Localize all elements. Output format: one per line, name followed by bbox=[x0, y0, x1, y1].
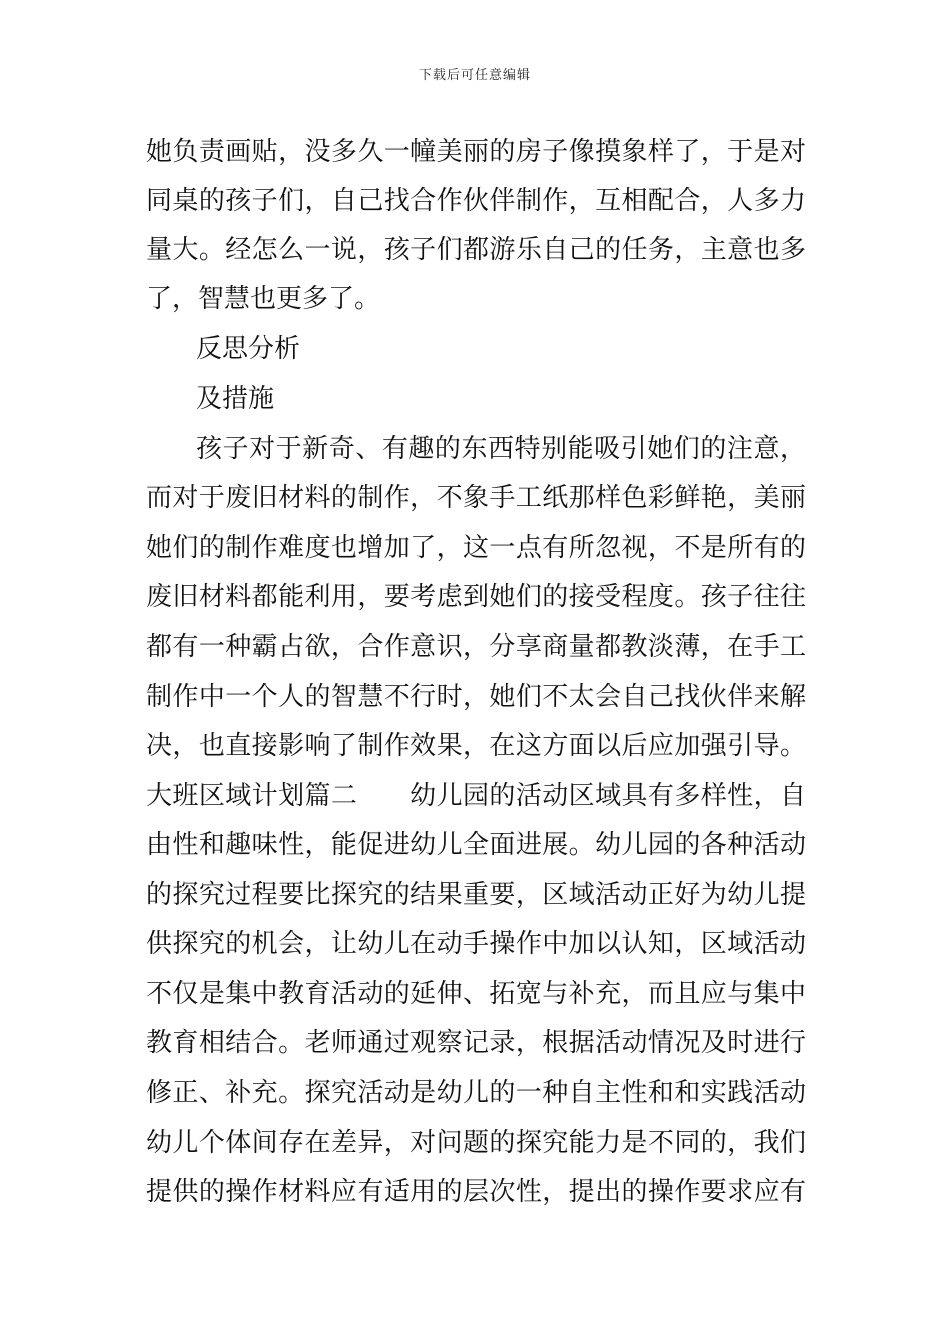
text-line: 不仅是集中教育活动的延伸、拓宽与补充，而且应与集中 bbox=[146, 979, 806, 1009]
text-line: 她负责画贴，没多久一幢美丽的房子像摸象样了，于是对 bbox=[146, 137, 806, 167]
text-line: 供探究的机会，让幼儿在动手操作中加以认知，区域活动 bbox=[146, 929, 806, 959]
text-line: 大班区域计划篇二 幼儿园的活动区域具有多样性，自 bbox=[146, 781, 806, 811]
text-line: 而对于废旧材料的制作，不象手工纸那样色彩鲜艳，美丽 bbox=[146, 483, 806, 513]
text-line: 提供的操作材料应有适用的层次性，提出的操作要求应有 bbox=[146, 1177, 806, 1207]
text-line: 她们的制作难度也增加了，这一点有所忽视，不是所有的 bbox=[146, 533, 806, 563]
section-heading: 及措施 bbox=[196, 384, 275, 414]
text-line: 决，也直接影响了制作效果，在这方面以后应加强引导。 bbox=[146, 731, 806, 761]
text-line: 孩子对于新奇、有趣的东西特别能吸引她们的注意， bbox=[196, 434, 806, 464]
text-line: 幼儿个体间存在差异，对问题的探究能力是不同的，我们 bbox=[146, 1128, 806, 1158]
text-line: 同桌的孩子们，自己找合作伙伴制作，互相配合，人多力 bbox=[146, 186, 806, 216]
text-line: 的探究过程要比探究的结果重要，区域活动正好为幼儿提 bbox=[146, 880, 806, 910]
page-header: 下载后可任意编辑 bbox=[418, 68, 531, 83]
section-heading: 反思分析 bbox=[196, 334, 301, 364]
text-line: 量大。经怎么一说，孩子们都游乐自己的任务，主意也多 bbox=[146, 235, 806, 265]
text-line: 由性和趣味性，能促进幼儿全面进展。幼儿园的各种活动 bbox=[146, 830, 806, 860]
text-line: 教育相结合。老师通过观察记录，根据活动情况及时进行 bbox=[146, 1028, 806, 1058]
text-line: 都有一种霸占欲，合作意识，分享商量都教淡薄，在手工 bbox=[146, 632, 806, 662]
text-line: 制作中一个人的智慧不行时，她们不太会自己找伙伴来解 bbox=[146, 682, 806, 712]
text-line: 废旧材料都能利用，要考虑到她们的接受程度。孩子往往 bbox=[146, 582, 806, 612]
text-line: 了，智慧也更多了。 bbox=[146, 284, 381, 314]
text-line: 修正、补充。探究活动是幼儿的一种自主性和和实践活动 bbox=[146, 1078, 806, 1108]
